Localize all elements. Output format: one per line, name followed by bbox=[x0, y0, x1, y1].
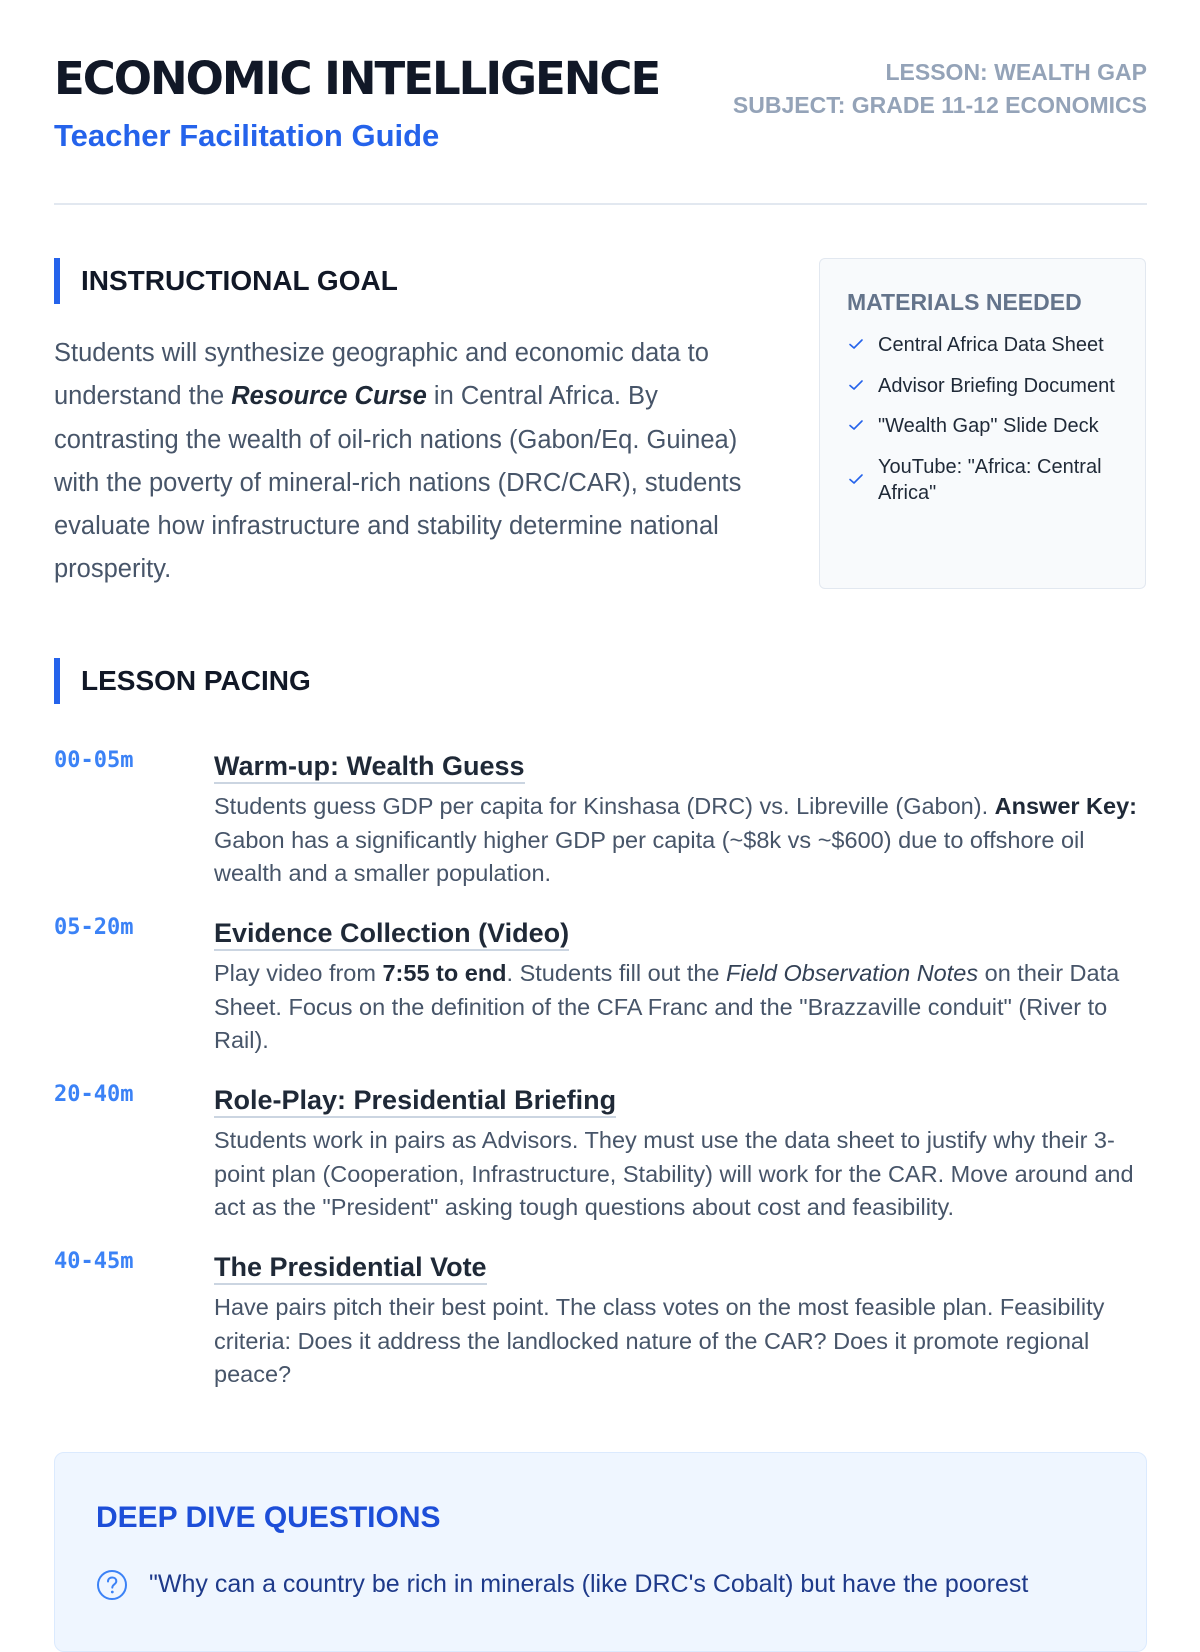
step-desc-italic: Field Observation Notes bbox=[726, 960, 979, 986]
step-title: Evidence Collection (Video) bbox=[214, 917, 569, 951]
step-body bbox=[214, 748, 1149, 891]
subject-label: SUBJECT: GRADE 11-12 ECONOMICS bbox=[732, 92, 1147, 118]
step-title: Role-Play: Presidential Briefing bbox=[214, 1084, 616, 1118]
instructional-goal-text bbox=[54, 332, 774, 592]
step-time: 05-20m bbox=[54, 915, 134, 940]
goal-text-before: Students will synthesize geographic and economic data to understand the bbox=[54, 339, 709, 411]
step-description bbox=[214, 790, 1149, 891]
step-description: Students work in pairs as Advisors. They must use the data sheet to justify why their 3-point plan (Cooperation, Infrastructure, Stability) will work for the CAR. Move around and act as the "President" asking tough questions about cost and feasibility. bbox=[214, 1127, 1134, 1220]
material-item bbox=[846, 413, 1126, 440]
lesson-label: LESSON: WEALTH GAP bbox=[885, 59, 1147, 85]
step-desc-part: Gabon has a significantly higher GDP per capita (~$8k vs ~$600) due to offshore oil wealth and a smaller population. bbox=[214, 826, 1085, 886]
step-body bbox=[214, 1082, 1149, 1225]
question-circle-icon bbox=[96, 1569, 128, 1601]
goal-text-after: in Central Africa. By contrasting the wealth of oil-rich nations (Gabon/Eq. Guinea) with the poverty of mineral-rich nations (DRC/CAR), students evaluate how infrastructure and stability determine national prosperity. bbox=[54, 382, 742, 584]
check-icon bbox=[846, 415, 866, 435]
deep-dive-heading: DEEP DIVE QUESTIONS bbox=[96, 1501, 441, 1534]
page-subtitle: Teacher Facilitation Guide bbox=[54, 118, 440, 153]
step-desc-part: Play video from bbox=[214, 960, 383, 986]
deep-dive-panel bbox=[54, 1452, 1147, 1652]
step-time: 00-05m bbox=[54, 748, 134, 773]
facilitation-guide-page bbox=[54, 0, 1147, 1598]
check-icon bbox=[846, 375, 866, 395]
instructional-goal-heading: INSTRUCTIONAL GOAL bbox=[54, 258, 398, 304]
step-description bbox=[214, 957, 1149, 1058]
lesson-meta bbox=[733, 56, 1147, 122]
step-title: Warm-up: Wealth Guess bbox=[214, 750, 525, 784]
material-label: YouTube: "Africa: Central Africa" bbox=[878, 455, 1102, 504]
materials-list bbox=[846, 332, 1126, 521]
page-title: ECONOMIC INTELLIGENCE bbox=[54, 52, 660, 105]
page-header bbox=[54, 0, 1147, 205]
check-icon bbox=[846, 469, 866, 489]
material-item bbox=[846, 332, 1126, 359]
step-description: Have pairs pitch their best point. The class votes on the most feasible plan. Feasibility criteria: Does it address the landlocked nature of the CAR? Does it promote regional peace? bbox=[214, 1294, 1105, 1387]
check-icon bbox=[846, 334, 866, 354]
step-title: The Presidential Vote bbox=[214, 1251, 487, 1285]
material-item bbox=[846, 373, 1126, 400]
step-body bbox=[214, 1249, 1149, 1392]
goal-emphasis: Resource Curse bbox=[231, 382, 427, 411]
step-body bbox=[214, 915, 1149, 1058]
question-text: "Why can a country be rich in minerals (like DRC's Cobalt) but have the poorest bbox=[149, 1570, 1029, 1598]
materials-panel bbox=[819, 258, 1146, 589]
step-desc-part: . Students fill out the bbox=[506, 960, 727, 986]
step-desc-bold: Answer Key: bbox=[994, 793, 1137, 819]
material-label: Central Africa Data Sheet bbox=[878, 334, 1104, 356]
lesson-pacing-heading: LESSON PACING bbox=[54, 658, 311, 704]
step-desc-part: Students guess GDP per capita for Kinshasa (DRC) vs. Libreville (Gabon). bbox=[214, 793, 995, 819]
step-time: 20-40m bbox=[54, 1082, 134, 1107]
materials-heading: MATERIALS NEEDED bbox=[847, 289, 1082, 315]
material-label: "Wealth Gap" Slide Deck bbox=[878, 415, 1099, 437]
step-time: 40-45m bbox=[54, 1249, 134, 1274]
step-desc-part: on their Data Sheet. Focus on the definition of the CFA Franc and the "Brazzaville conduit" (River to Rail). bbox=[214, 960, 1120, 1053]
material-label: Advisor Briefing Document bbox=[878, 374, 1115, 397]
material-item bbox=[846, 454, 1126, 507]
step-desc-bold: 7:55 to end bbox=[382, 960, 507, 986]
